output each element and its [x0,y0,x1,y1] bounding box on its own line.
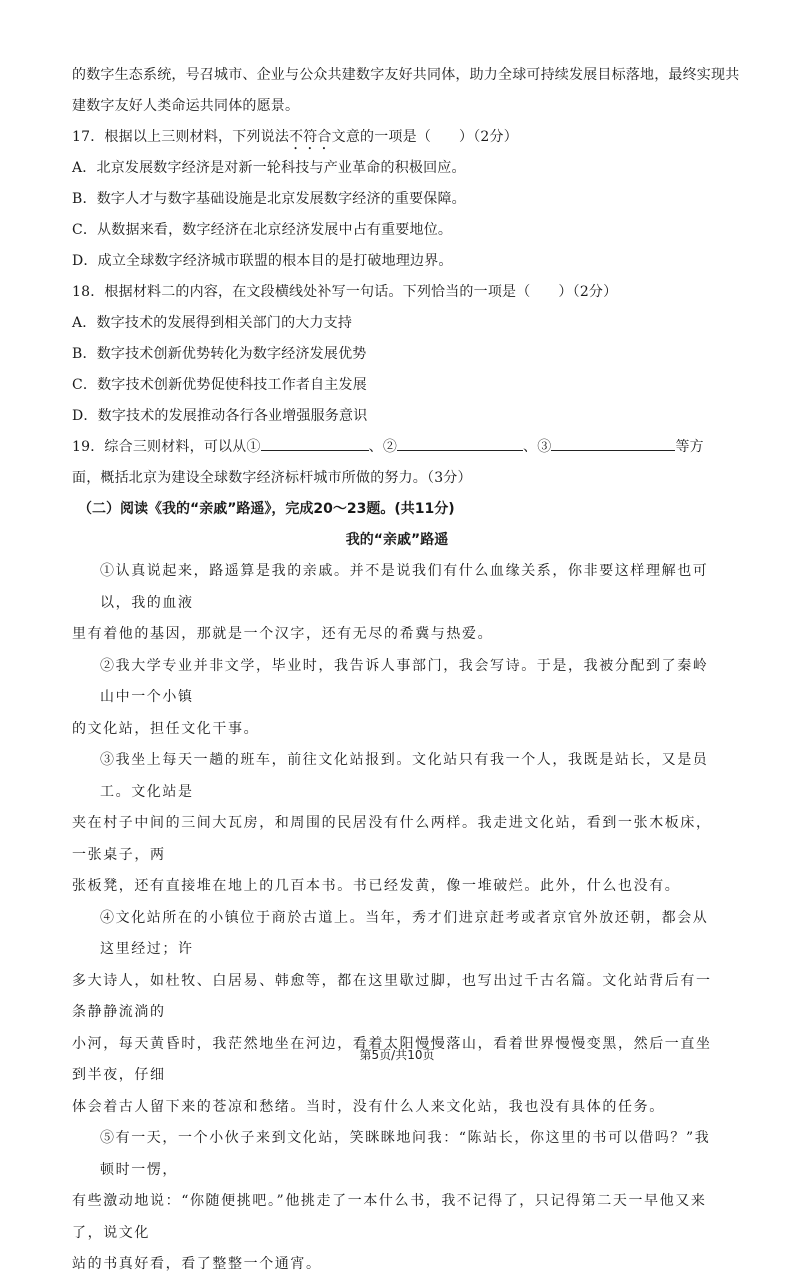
q17-option-c: C．从数据来看，数字经济在北京经济发展中占有重要地位。 [72,222,453,238]
q17-stem-part-c: ）（2分） [459,129,518,145]
paragraph-line: 里有着他的基因，那就是一个汉字，还有无尽的希冀与热爱。 [72,626,494,642]
q17-stem-part-b: 文意的一项是（ [331,129,432,145]
q18-stem-part-b: ）（2分） [558,284,618,300]
q18-option-b: B．数字技术创新优势转化为数字经济发展优势 [72,346,367,362]
q17-option-d: D．成立全球数字经济城市联盟的根本目的是打破地理边界。 [72,253,453,269]
q19-blank-2[interactable] [397,436,523,451]
question-19-stem [72,432,722,463]
q19-sep-2: 、② [368,439,398,455]
q18-option-c: C．数字技术创新优势促使科技工作者自主发展 [72,377,367,393]
q19-sep-3: 、③ [523,439,552,455]
question-17-stem [72,122,722,153]
q18-option-a: A．数字技术的发展得到相关部门的大力支持 [72,315,353,331]
article-paragraph-3 [72,745,722,903]
q17-option-a: A．北京发展数字经济是对新一轮科技与产业革命的积极回应。 [72,160,466,176]
q18-stem-part-a: 18．根据材料二的内容，在文段横线处补写一句话。下列恰当的一项是（ [72,284,531,300]
article-paragraph-4 [72,903,722,1124]
q17-stem-part-a: 17．根据以上三则材料，下列说法 [72,129,290,145]
paragraph-line: ①认真说起来，路遥算是我的亲戚。并不是说我们有什么血缘关系，你非要这样理解也可以，我的血液 [100,563,709,611]
q18-option-d: D．数字技术的发展推动各行各业增强服务意识 [72,408,368,424]
q19-stem-part-a: 19．综合三则材料，可以从① [72,439,261,455]
page-number: 第5页/共10页 [359,1048,435,1062]
section-2-heading: （二）阅读《我的“亲戚”路遥》，完成20～23题。(共11分) [78,501,455,517]
q19-line-2: 面，概括北京为建设全球数字经济标杆城市所做的努力。（3分） [72,470,472,486]
q17-option-b: B．数字人才与数字基础设施是北京发展数字经济的重要保障。 [72,191,466,207]
paragraph-line: ③我坐上每天一趟的班车，前往文化站报到。文化站只有我一个人，我既是站长，又是员工。文化站是 [100,752,709,800]
paragraph-line: 的文化站，担任文化干事。 [72,720,260,737]
paragraph-line: 体会着古人留下来的苍凉和愁绪。当时，没有什么人来文化站，我也没有具体的任务。 [72,1098,665,1115]
q19-tail: 等方 [675,439,704,455]
article-paragraph-2 [72,651,722,746]
paragraph-line: 小河，每天黄昏时，我茫然地坐在河边，看着太阳慢慢落山，看着世界慢慢变黑，然后一直坐到半夜，仔细 [72,1035,712,1083]
q17-emphasis-text: 不符合 [289,129,332,145]
paragraph-line: 站的书真好看，看了整整一个通宵。 [72,1256,322,1272]
article-title: 我的“亲戚”路遥 [345,532,449,548]
document-page [72,60,740,1281]
paragraph-line: ④文化站所在的小镇位于商於古道上。当年，秀才们进京赶考或者京官外放还朝，都会从这里经过；许 [100,909,709,957]
intro-line-2: 建数字友好人类命运共同体的愿景。 [72,98,300,114]
paragraph-line: 有些激动地说：“你随便挑吧。”他挑走了一本什么书，我不记得了，只记得第二天一早他又来了，说文化 [72,1193,707,1241]
paragraph-line: ②我大学专业并非文学，毕业时，我告诉人事部门，我会写诗。于是，我被分配到了秦岭山中一个小镇 [100,657,709,705]
article-paragraph-1 [72,556,722,651]
question-18-stem [72,277,722,308]
paragraph-line: ⑤有一天，一个小伙子来到文化站，笑眯眯地问我：“陈站长，你这里的书可以借吗？”我顿时一愣， [100,1130,711,1178]
article-paragraph-5 [72,1123,722,1281]
paragraph-line: 张板凳，还有直接堆在地上的几百本书。书已经发黄，像一堆破烂。此外，什么也没有。 [72,878,681,894]
q19-blank-3[interactable] [551,436,675,451]
intro-line-1: 的数字生态系统，号召城市、企业与公众共建数字友好共同体，助力全球可持续发展目标落地，最终实现共 [72,67,740,83]
paragraph-line: 夹在村子中间的三间大瓦房，和周围的民居没有什么两样。我走进文化站，看到一张木板床，一张桌子，两 [72,815,712,863]
q19-blank-1[interactable] [261,436,369,451]
paragraph-line: 多大诗人，如杜牧、白居易、韩愈等，都在这里歇过脚，也写出过千古名篇。文化站背后有一条静静流淌的 [72,972,712,1020]
